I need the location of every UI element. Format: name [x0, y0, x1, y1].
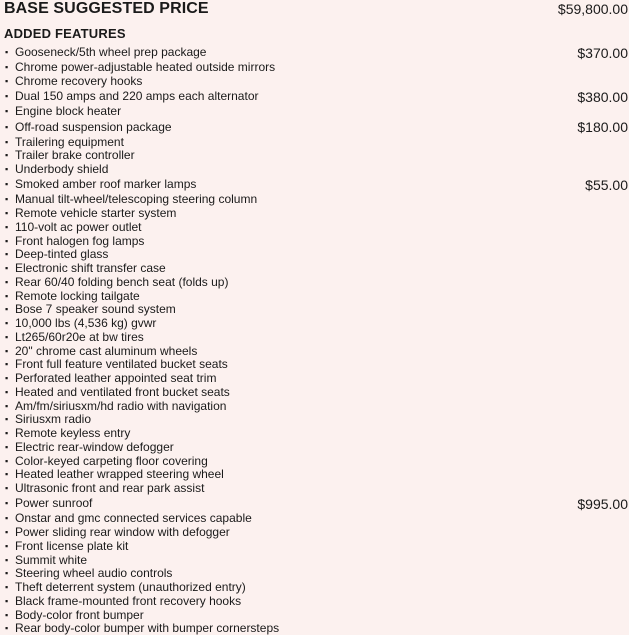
bullet-icon: ▪: [0, 344, 15, 358]
feature-name: Theft deterrent system (unauthorized entry): [15, 580, 629, 594]
feature-name: Front halogen fog lamps: [15, 234, 629, 248]
bullet-icon: ▪: [0, 192, 15, 206]
added-features-heading: ADDED FEATURES: [4, 26, 126, 41]
bullet-icon: ▪: [0, 399, 15, 413]
feature-name: Underbody shield: [15, 162, 629, 176]
bullet-icon: ▪: [0, 496, 15, 510]
feature-item: [0, 567, 629, 581]
feature-item: [0, 289, 629, 303]
feature-name: Smoked amber roof marker lamps: [15, 177, 629, 191]
bullet-icon: ▪: [0, 206, 15, 220]
feature-name: Perforated leather appointed seat trim: [15, 371, 629, 385]
feature-name: Electronic shift transfer case: [15, 261, 629, 275]
feature-item: [0, 594, 629, 608]
feature-name: Am/fm/siriusxm/hd radio with navigation: [15, 399, 629, 413]
bullet-icon: ▪: [0, 440, 15, 454]
feature-item: [0, 105, 629, 119]
bullet-icon: ▪: [0, 220, 15, 234]
feature-item: [0, 358, 629, 372]
feature-name: Ultrasonic front and rear park assist: [15, 481, 629, 495]
feature-item: [0, 413, 629, 427]
feature-item: [0, 149, 629, 163]
feature-list: [0, 44, 629, 635]
feature-name: Onstar and gmc connected services capable: [15, 511, 629, 525]
bullet-icon: ▪: [0, 261, 15, 275]
bullet-icon: ▪: [0, 60, 15, 74]
feature-name: Remote locking tailgate: [15, 289, 629, 303]
feature-name: Power sliding rear window with defogger: [15, 525, 629, 539]
feature-name: Lt265/60r20e at bw tires: [15, 330, 629, 344]
feature-name: Dual 150 amps and 220 amps each alternator: [15, 89, 629, 103]
feature-name: Electric rear-window defogger: [15, 440, 629, 454]
feature-item: [0, 303, 629, 317]
feature-item: [0, 234, 629, 248]
feature-name: 20" chrome cast aluminum wheels: [15, 344, 629, 358]
base-price-label: BASE SUGGESTED PRICE: [4, 0, 209, 18]
feature-name: Bose 7 speaker sound system: [15, 302, 629, 316]
bullet-icon: ▪: [0, 330, 15, 344]
feature-price: $180.00: [577, 120, 628, 134]
feature-item: [0, 248, 629, 262]
feature-item: [0, 553, 629, 567]
bullet-icon: ▪: [0, 234, 15, 248]
bullet-icon: ▪: [0, 566, 15, 580]
bullet-icon: ▪: [0, 412, 15, 426]
feature-item: [0, 495, 629, 512]
bullet-icon: ▪: [0, 553, 15, 567]
feature-item: [0, 275, 629, 289]
feature-item: [0, 206, 629, 220]
feature-item: [0, 344, 629, 358]
bullet-icon: ▪: [0, 247, 15, 261]
feature-item: [0, 220, 629, 234]
feature-item: [0, 539, 629, 553]
bullet-icon: ▪: [0, 525, 15, 539]
feature-name: Trailering equipment: [15, 135, 629, 149]
bullet-icon: ▪: [0, 289, 15, 303]
bullet-icon: ▪: [0, 162, 15, 176]
bullet-icon: ▪: [0, 371, 15, 385]
feature-name: Front full feature ventilated bucket seats: [15, 357, 629, 371]
feature-name: 110-volt ac power outlet: [15, 220, 629, 234]
bullet-icon: ▪: [0, 104, 15, 118]
feature-price: $995.00: [577, 497, 628, 511]
feature-item: [0, 440, 629, 454]
feature-name: Black frame-mounted front recovery hooks: [15, 594, 629, 608]
bullet-icon: ▪: [0, 385, 15, 399]
feature-item: [0, 193, 629, 207]
feature-price: $55.00: [585, 178, 628, 192]
bullet-icon: ▪: [0, 426, 15, 440]
feature-item: [0, 118, 629, 135]
feature-name: Remote keyless entry: [15, 426, 629, 440]
feature-name: Chrome recovery hooks: [15, 74, 629, 88]
feature-item: [0, 61, 629, 75]
feature-name: Power sunroof: [15, 496, 629, 510]
feature-item: [0, 88, 629, 105]
feature-item: [0, 74, 629, 88]
feature-item: [0, 468, 629, 482]
feature-name: Summit white: [15, 553, 629, 567]
bullet-icon: ▪: [0, 148, 15, 162]
bullet-icon: ▪: [0, 275, 15, 289]
feature-name: Color-keyed carpeting floor covering: [15, 454, 629, 468]
base-price-row: [4, 0, 628, 18]
feature-name: Engine block heater: [15, 104, 629, 118]
bullet-icon: ▪: [0, 316, 15, 330]
feature-item: [0, 371, 629, 385]
bullet-icon: ▪: [0, 302, 15, 316]
bullet-icon: ▪: [0, 621, 15, 635]
base-price-value: $59,800.00: [558, 1, 628, 17]
bullet-icon: ▪: [0, 89, 15, 103]
bullet-icon: ▪: [0, 135, 15, 149]
feature-name: Body-color front bumper: [15, 608, 629, 622]
feature-item: [0, 385, 629, 399]
bullet-icon: ▪: [0, 481, 15, 495]
feature-name: Chrome power-adjustable heated outside mirrors: [15, 60, 629, 74]
feature-name: Steering wheel audio controls: [15, 566, 629, 580]
feature-item: [0, 162, 629, 176]
feature-name: Heated leather wrapped steering wheel: [15, 467, 629, 481]
feature-item: [0, 399, 629, 413]
feature-name: Rear body-color bumper with bumper cornersteps: [15, 621, 629, 635]
feature-price: $370.00: [577, 46, 628, 60]
feature-name: Gooseneck/5th wheel prep package: [15, 45, 629, 59]
bullet-icon: ▪: [0, 580, 15, 594]
bullet-icon: ▪: [0, 467, 15, 481]
bullet-icon: ▪: [0, 45, 15, 59]
feature-name: 10,000 lbs (4,536 kg) gvwr: [15, 316, 629, 330]
feature-item: [0, 580, 629, 594]
feature-item: [0, 481, 629, 495]
feature-item: [0, 454, 629, 468]
bullet-icon: ▪: [0, 74, 15, 88]
feature-price: $380.00: [577, 90, 628, 104]
feature-item: [0, 135, 629, 149]
feature-item: [0, 512, 629, 526]
feature-name: Rear 60/40 folding bench seat (folds up): [15, 275, 629, 289]
bullet-icon: ▪: [0, 357, 15, 371]
bullet-icon: ▪: [0, 608, 15, 622]
feature-name: Manual tilt-wheel/telescoping steering column: [15, 192, 629, 206]
bullet-icon: ▪: [0, 511, 15, 525]
feature-item: [0, 176, 629, 193]
feature-item: [0, 426, 629, 440]
feature-item: [0, 316, 629, 330]
feature-name: Remote vehicle starter system: [15, 206, 629, 220]
feature-name: Siriusxm radio: [15, 412, 629, 426]
feature-name: Deep-tinted glass: [15, 247, 629, 261]
bullet-icon: ▪: [0, 120, 15, 134]
feature-name: Off-road suspension package: [15, 120, 629, 134]
feature-item: [0, 608, 629, 622]
bullet-icon: ▪: [0, 454, 15, 468]
bullet-icon: ▪: [0, 177, 15, 191]
feature-item: [0, 44, 629, 61]
feature-name: Heated and ventilated front bucket seats: [15, 385, 629, 399]
feature-name: Trailer brake controller: [15, 148, 629, 162]
feature-item: [0, 525, 629, 539]
feature-name: Front license plate kit: [15, 539, 629, 553]
bullet-icon: ▪: [0, 594, 15, 608]
feature-item: [0, 261, 629, 275]
bullet-icon: ▪: [0, 539, 15, 553]
feature-item: [0, 330, 629, 344]
